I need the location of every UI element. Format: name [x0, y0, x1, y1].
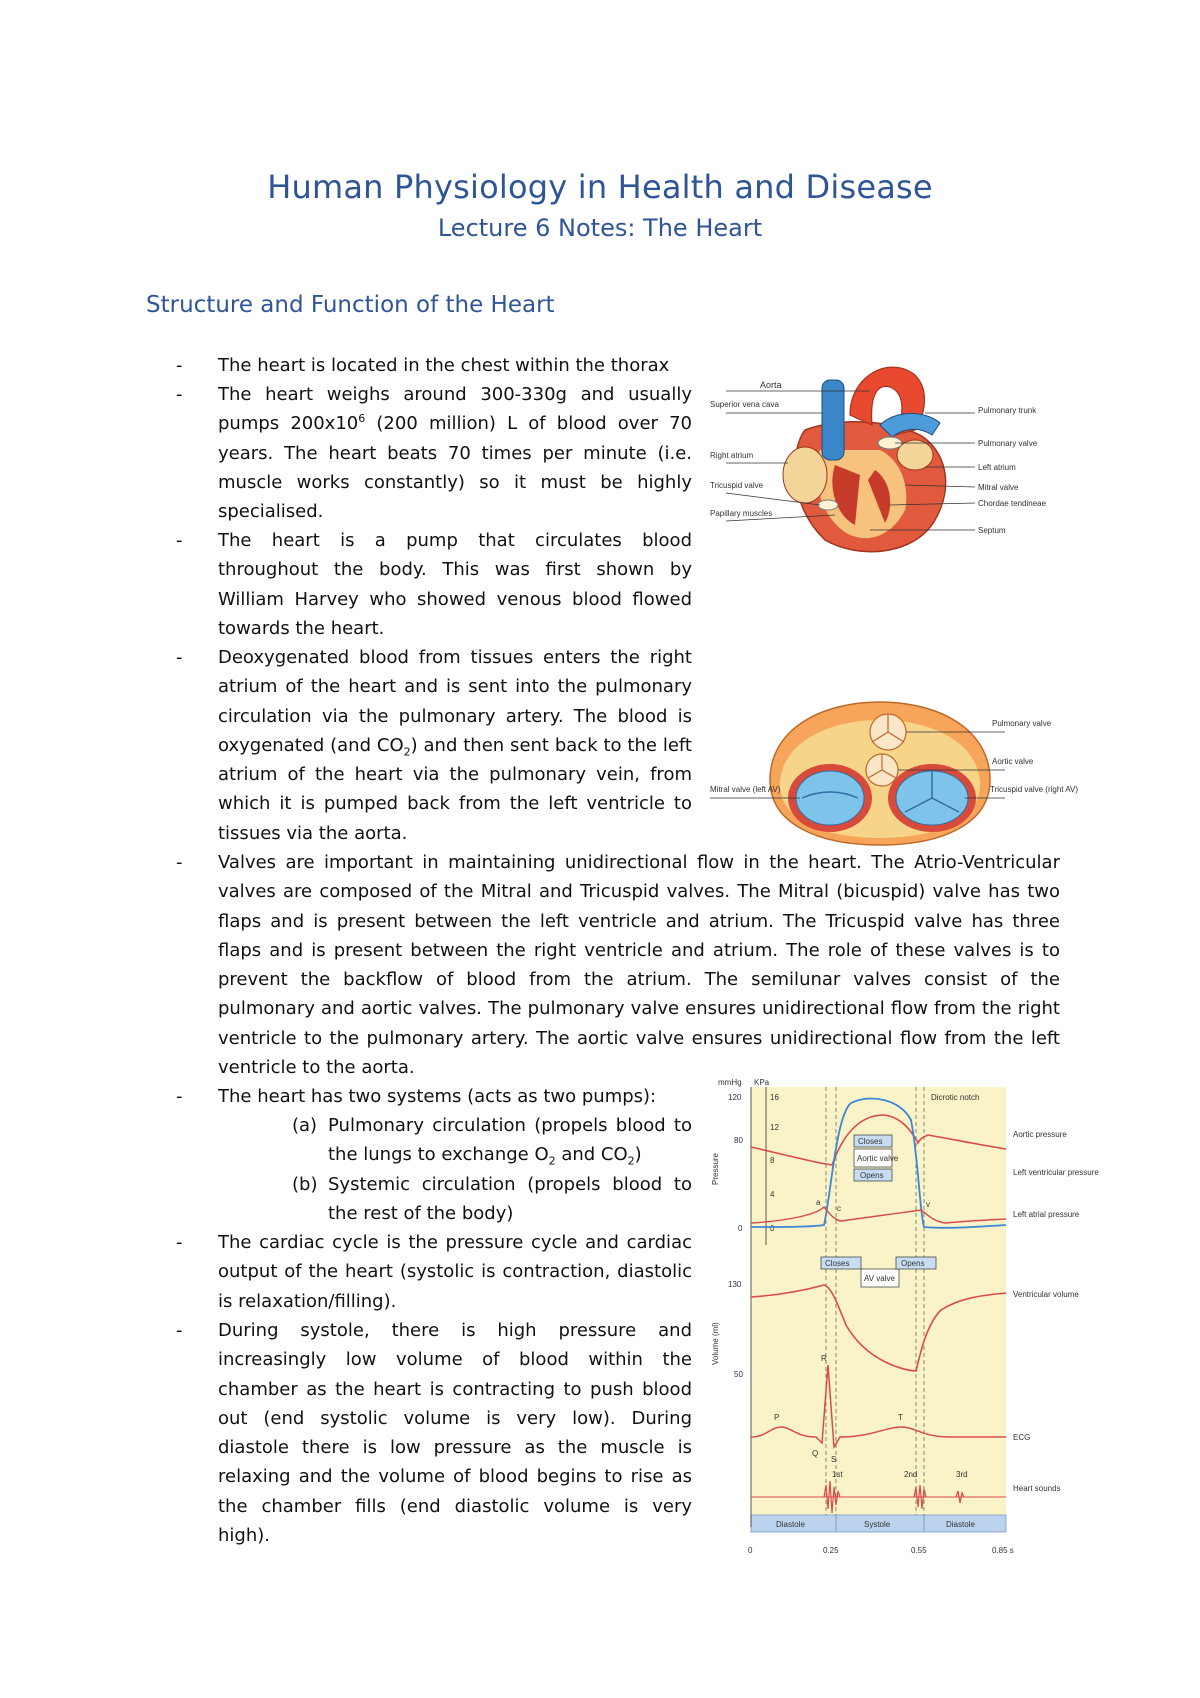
- time-tick-085: 0.85 s: [992, 1546, 1014, 1555]
- bullet-marker: -: [176, 355, 183, 376]
- bullet-marker: -: [176, 647, 183, 668]
- label-tricuspid-valve: Tricuspid valve (right AV): [990, 785, 1079, 794]
- label-septum: Septum: [978, 526, 1006, 535]
- kpa-tick-0: 0: [770, 1224, 775, 1233]
- ecg-q: Q: [812, 1449, 819, 1458]
- label-pulmonary-valve: Pulmonary valve: [992, 719, 1052, 728]
- bullet-two-systems: The heart has two systems (acts as two pumps):: [218, 1086, 657, 1107]
- aortic-opens: Opens: [860, 1171, 884, 1180]
- time-tick-025: 0.25: [823, 1546, 839, 1555]
- phase-diastole-2: Diastole: [946, 1520, 975, 1529]
- kpa-tick-12: 12: [770, 1123, 779, 1132]
- ecg-t: T: [898, 1413, 903, 1422]
- document-title: Human Physiology in Health and Disease: [267, 168, 933, 206]
- sound-3rd: 3rd: [956, 1470, 968, 1479]
- label-papillary: Papillary muscles: [710, 509, 773, 518]
- phase-systole: Systole: [864, 1520, 891, 1529]
- bullet-marker: -: [176, 1320, 183, 1341]
- label-aortic-valve: Aortic valve: [992, 757, 1034, 766]
- label-pulmonary-trunk: Pulmonary trunk: [978, 406, 1037, 415]
- wave-c: c: [837, 1204, 841, 1213]
- kpa-tick-16: 16: [770, 1093, 779, 1102]
- label-ventricular-volume: Ventricular volume: [1013, 1290, 1079, 1299]
- time-tick-0: 0: [748, 1546, 753, 1555]
- label-svc: Superior vena cava: [710, 400, 779, 409]
- label-ecg: ECG: [1013, 1433, 1031, 1442]
- label-left-atrium: Left atrium: [978, 463, 1016, 472]
- bullet-heart-weight: The heart weighs around 300-330g and usually pumps $200x10^6$ (200 million) L of blood over 70 years. The heart beats 70 times per minute (i.e. muscle works constantly) so it must be highly specialised.: [218, 384, 692, 523]
- aortic-closes: Closes: [858, 1137, 883, 1146]
- ecg-r: R: [821, 1354, 827, 1363]
- label-pulmonary-valve: Pulmonary valve: [978, 439, 1038, 448]
- v-tick-130: 130: [728, 1280, 742, 1289]
- volume-axis-label: Volume (ml): [711, 1322, 720, 1365]
- sub-item-systemic: Systemic circulation (propels blood to the rest of the body): [328, 1174, 692, 1225]
- av-closes: Closes: [825, 1259, 850, 1268]
- v-tick-50: 50: [734, 1370, 743, 1379]
- p-tick-0: 0: [738, 1224, 743, 1233]
- p-tick-120: 120: [728, 1093, 742, 1102]
- wave-v: v: [926, 1200, 930, 1209]
- bullet-marker: -: [176, 530, 183, 551]
- label-lv-pressure: Left ventricular pressure: [1013, 1168, 1099, 1177]
- kpa-tick-4: 4: [770, 1190, 775, 1199]
- aortic-valve-label: Aortic valve: [857, 1154, 899, 1163]
- label-mitral-valve: Mitral valve: [978, 483, 1019, 492]
- bullet-marker: -: [176, 1086, 183, 1107]
- time-tick-055: 0.55: [911, 1546, 927, 1555]
- document-subtitle: Lecture 6 Notes: The Heart: [437, 214, 763, 242]
- dicrotic-notch: Dicrotic notch: [931, 1093, 980, 1102]
- section-heading: Structure and Function of the Heart: [146, 292, 555, 318]
- bullet-systole-diastole: During systole, there is high pressure and increasingly low volume of blood within the chamber as the heart is contracting to push blood out (end systolic volume is very low). During diastole there is low pressure as the muscle is relaxing and the volume of blood begins to rise as the chamber fills (end diastolic volume is very high).: [218, 1320, 692, 1547]
- units-kpa: KPa: [754, 1078, 770, 1087]
- label-aortic-pressure: Aortic pressure: [1013, 1130, 1067, 1139]
- bullet-cardiac-cycle: The cardiac cycle is the pressure cycle and cardiac output of the heart (systolic is contraction, diastolic is relaxation/filling).: [218, 1232, 692, 1312]
- bullet-marker: -: [176, 852, 183, 873]
- sound-2nd: 2nd: [904, 1470, 918, 1479]
- heart-anatomy-figure: [710, 355, 1060, 560]
- phase-diastole-1: Diastole: [776, 1520, 805, 1529]
- label-la-pressure: Left atrial pressure: [1013, 1210, 1080, 1219]
- bullet-blood-flow: Deoxygenated blood from tissues enters the right atrium of the heart and is sent into the pulmonary circulation via the pulmonary artery. The blood is oxygenated (and $CO_2$) and then sent back to the left atrium of the heart via the pulmonary vein, from which it is pumped back from the left ventricle to tissues via the aorta.: [218, 647, 692, 844]
- units-mmhg: mmHg: [718, 1078, 742, 1087]
- bullet-heart-pump: The heart is a pump that circulates blood throughout the body. This was first shown by William Harvey who showed venous blood flowed towards the heart.: [218, 530, 692, 639]
- ecg-p: P: [774, 1413, 780, 1422]
- label-chordae: Chordae tendineae: [978, 499, 1047, 508]
- av-valve-label: AV valve: [864, 1274, 895, 1283]
- ecg-s: S: [831, 1455, 837, 1464]
- label-mitral-valve: Mitral valve (left AV): [710, 785, 781, 794]
- sub-item-label-b: (b): [292, 1174, 318, 1195]
- label-heart-sounds: Heart sounds: [1013, 1484, 1061, 1493]
- label-tricuspid: Tricuspid valve: [710, 481, 764, 490]
- bullet-valves: Valves are important in maintaining unidirectional flow in the heart. The Atrio-Ventricular valves are composed of the Mitral and Tricuspid valves. The Mitral (bicuspid) valve has two flaps and is present between the left ventricle and atrium. The Tricuspid valve has three flaps and is present between the right ventricle and atrium. The role of these valves is to prevent the backflow of blood from the atrium. The semilunar valves consist of the pulmonary and aortic valves. The pulmonary valve ensures unidirectional flow from the right ventricle to the pulmonary artery. The aortic valve ensures unidirectional flow from the left ventricle to the aorta.: [218, 852, 1060, 1079]
- bullet-marker: -: [176, 1232, 183, 1253]
- valves-figure: [710, 690, 1079, 850]
- wave-a: a: [816, 1198, 821, 1207]
- sub-item-label-a: (a): [292, 1115, 318, 1136]
- bullet-marker: -: [176, 384, 183, 405]
- label-aorta: Aorta: [760, 380, 782, 390]
- sound-1st: 1st: [832, 1470, 843, 1479]
- sub-item-pulmonary: Pulmonary circulation (propels blood to the lungs to exchange $O_2$ and $CO_2$): [328, 1115, 692, 1168]
- p-tick-80: 80: [734, 1136, 743, 1145]
- label-right-atrium: Right atrium: [710, 451, 754, 460]
- kpa-tick-8: 8: [770, 1156, 775, 1165]
- cardiac-cycle-figure: [706, 1075, 1099, 1565]
- av-opens: Opens: [901, 1259, 925, 1268]
- bullet-heart-location: The heart is located in the chest within the thorax: [218, 355, 670, 376]
- pressure-axis-label: Pressure: [711, 1152, 720, 1185]
